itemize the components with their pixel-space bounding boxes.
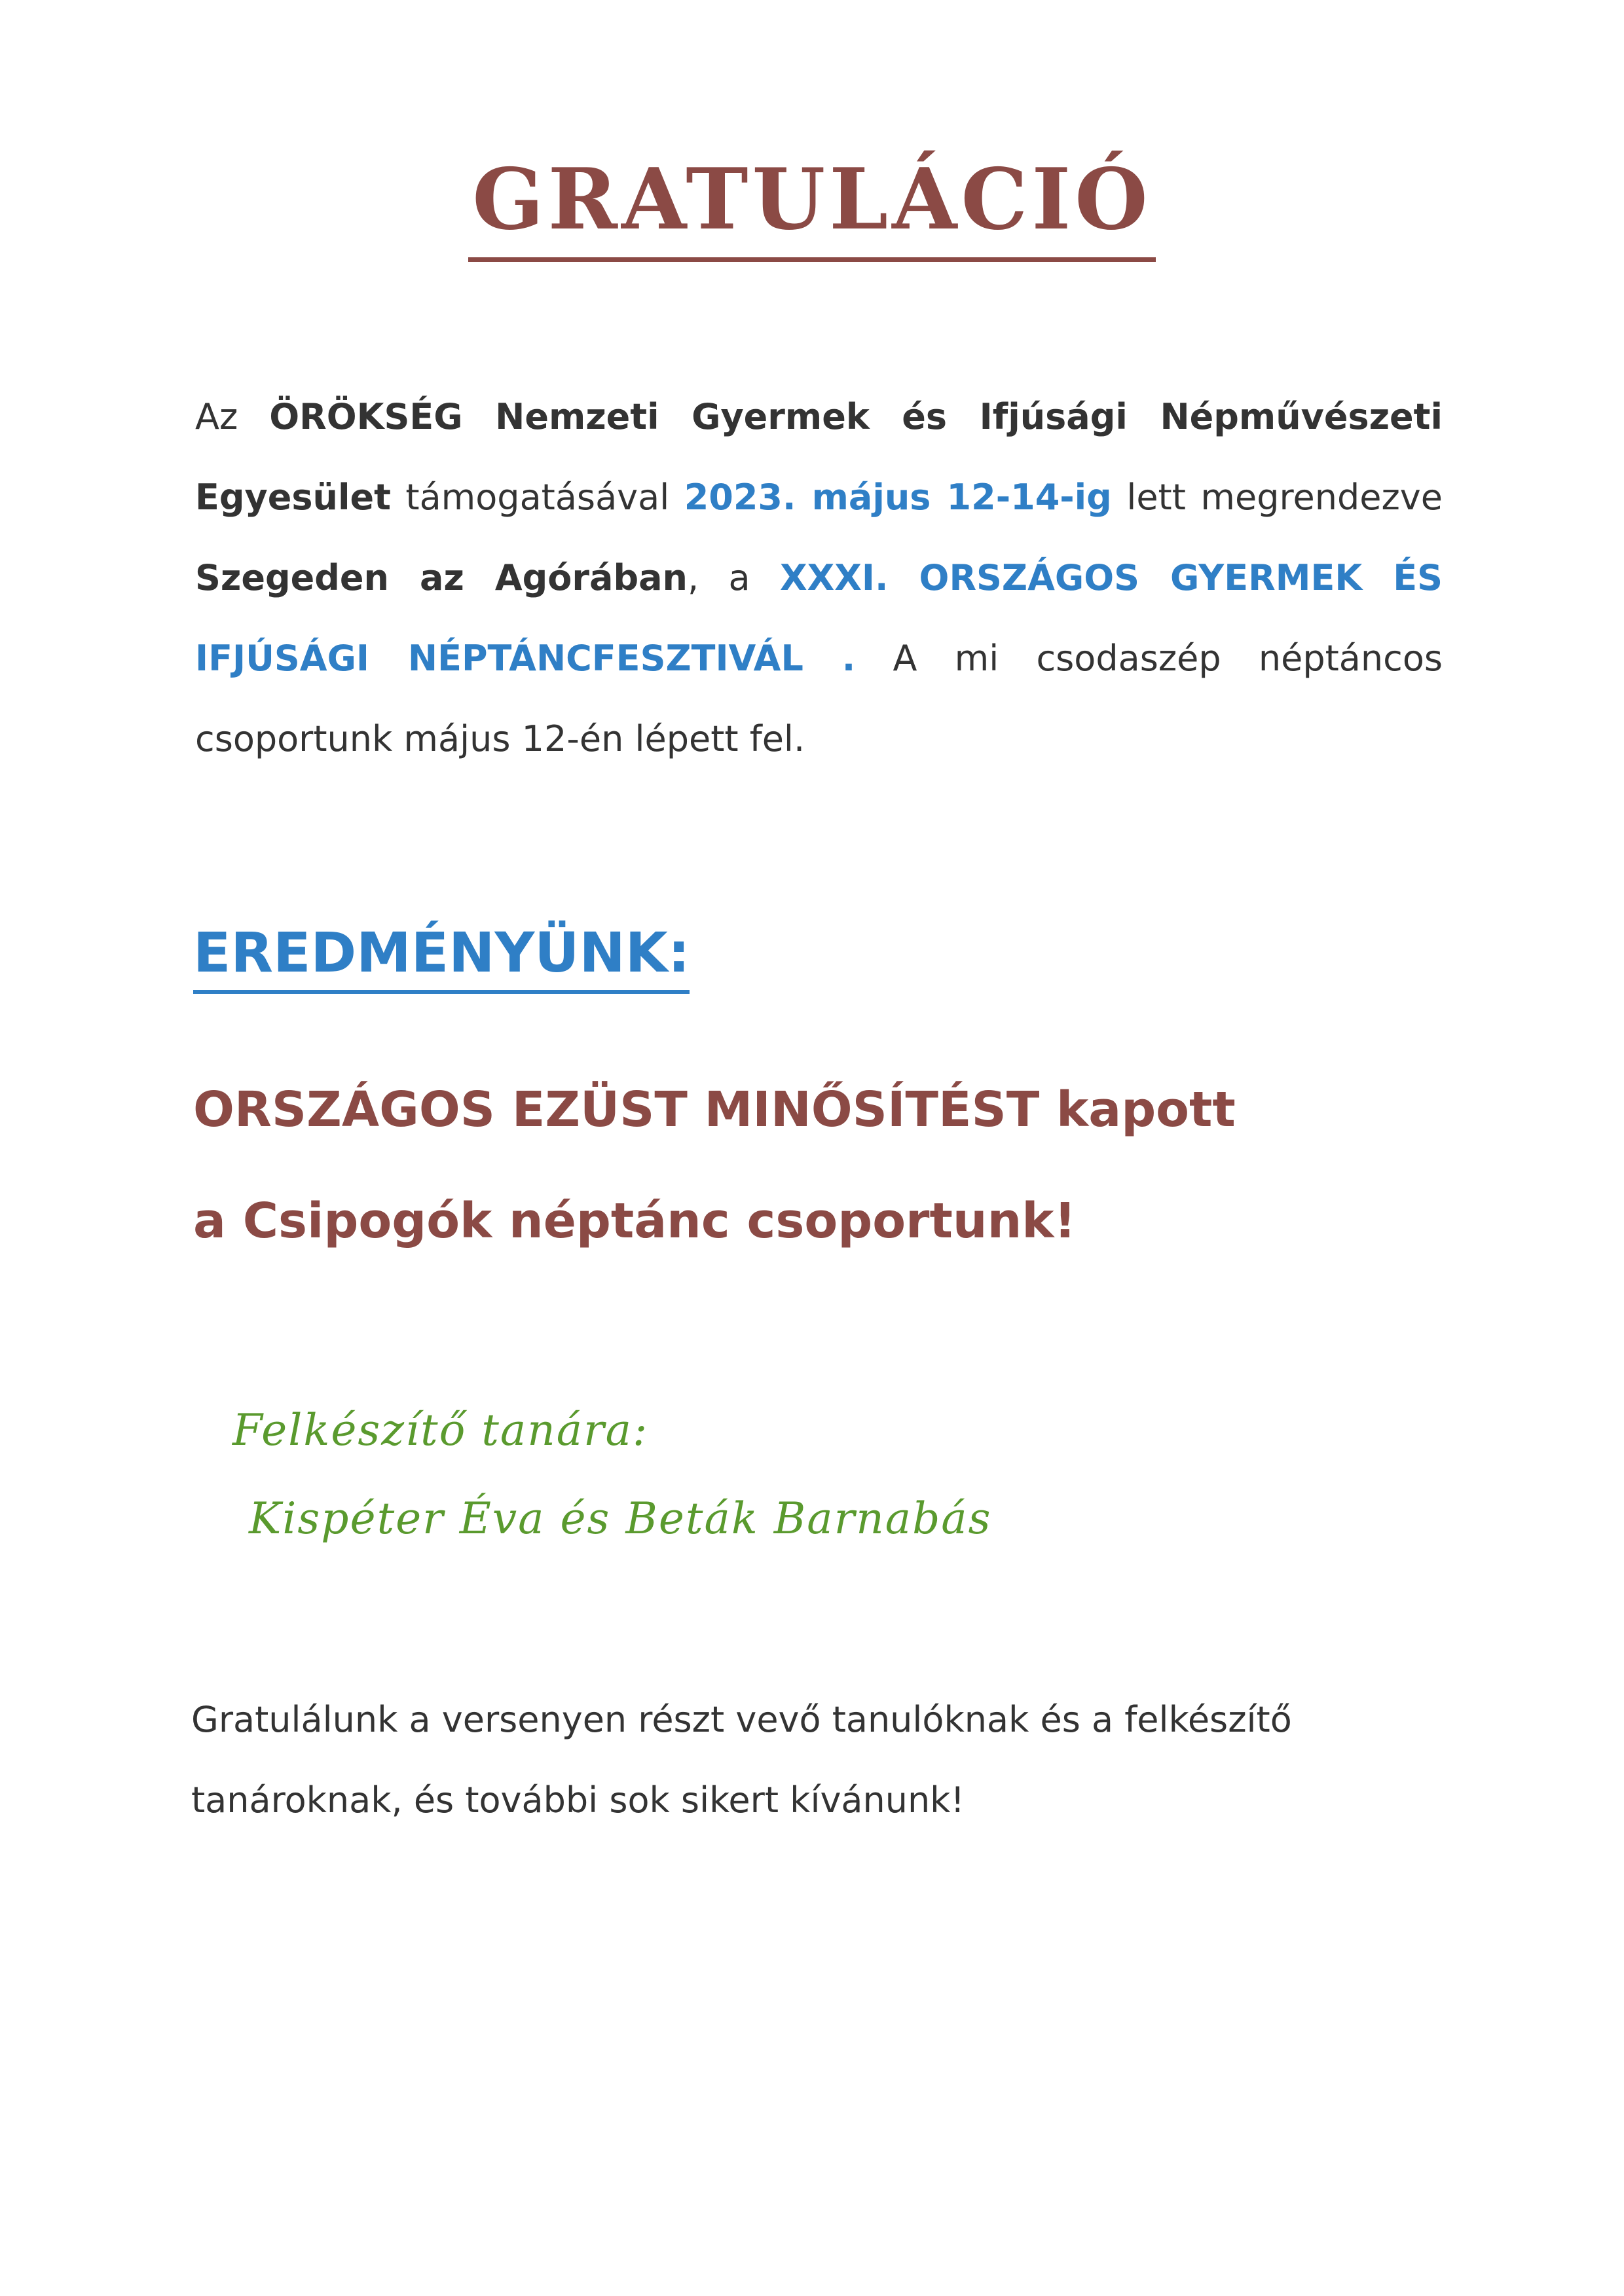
title-text: GRATULÁCIÓ [468, 147, 1155, 262]
results-heading [193, 917, 690, 994]
results-heading-text: EREDMÉNYÜNK: [193, 917, 690, 994]
result-line-2: a Csipogók néptánc csoportunk! [193, 1193, 1077, 1249]
intro-text-1: Az [195, 396, 270, 437]
intro-text-3: lett megrendezve [1111, 477, 1443, 518]
teacher-names: Kispéter Éva és Beták Barnabás [249, 1493, 992, 1544]
intro-text-4: , a [688, 557, 781, 598]
event-date: 2023. május 12-14-ig [684, 477, 1112, 518]
intro-text-5: A mi csodaszép néptáncos csoportunk május 12-én lépett fel. [195, 638, 1443, 759]
intro-text-2: támogatásával [390, 477, 684, 518]
organization-name: ÖRÖKSÉG Nemzeti Gyermek és Ifjúsági Népművészeti Egyesület [195, 396, 1443, 518]
teacher-label: Felkészítő tanára: [232, 1405, 649, 1455]
intro-paragraph [195, 376, 1443, 779]
closing-paragraph: Gratulálunk a versenyen részt vevő tanulóknak és a felkészítő tanároknak, és további sok sikert kívánunk! [191, 1699, 1292, 1821]
page-title [0, 147, 1624, 262]
result-line-1: ORSZÁGOS EZÜST MINŐSÍTÉST kapott [193, 1082, 1236, 1138]
event-place: Szegeden az Agórában [195, 557, 688, 598]
festival-name: XXXI. ORSZÁGOS GYERMEK ÉS IFJÚSÁGI NÉPTÁNCFESZTIVÁL . [195, 557, 1443, 679]
